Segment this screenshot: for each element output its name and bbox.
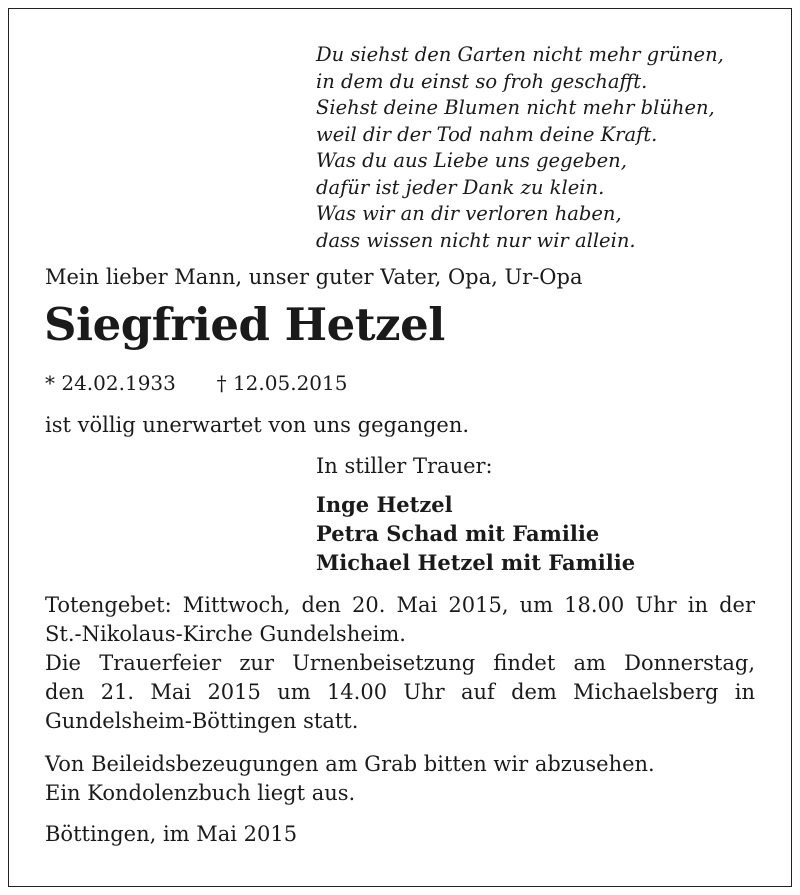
service-line: Die Trauerfeier zur Urnenbeisetzung findet am Donnerstag, (45, 651, 755, 675)
poem-line: dafür ist jeder Dank zu klein. (316, 175, 605, 199)
family-member: Inge Hetzel (316, 492, 453, 517)
service-line: Totengebet: Mittwoch, den 20. Mai 2015, um 18.00 Uhr in der (45, 593, 755, 617)
family-member: Petra Schad mit Familie (316, 521, 600, 546)
condolence-line: Ein Kondolenzbuch liegt aus. (45, 781, 356, 805)
poem-line: Du siehst den Garten nicht mehr grünen, (316, 43, 724, 66)
birth-date: * 24.02.1933 (45, 371, 176, 395)
service-line: St.-Nikolaus-Kirche Gundelsheim. (45, 622, 406, 646)
service-info (45, 591, 755, 736)
deceased-name: Siegfried Hetzel (44, 298, 445, 351)
place-date: Böttingen, im Mai 2015 (45, 822, 298, 846)
death-date: † 12.05.2015 (216, 371, 348, 395)
passing-text: ist völlig unerwartet von uns gegangen. (45, 413, 470, 437)
poem-line: dass wissen nicht nur wir allein. (316, 228, 636, 252)
poem-line: in dem du einst so froh geschafft. (316, 69, 648, 93)
service-line: den 21. Mai 2015 um 14.00 Uhr auf dem Michaelsberg in (45, 680, 755, 704)
poem-line: Was wir an dir verloren haben, (316, 202, 622, 225)
life-dates (45, 371, 347, 395)
poem-line: Was du aus Liebe uns gegeben, (316, 149, 627, 172)
service-line: Gundelsheim-Böttingen statt. (45, 709, 359, 733)
family-list (316, 490, 635, 577)
poem-line: Siehst deine Blumen nicht mehr blühen, (316, 96, 715, 119)
poem-line: weil dir der Tod nahm deine Kraft. (316, 122, 658, 146)
intro-line: Mein lieber Mann, unser guter Vater, Opa, Ur-Opa (45, 265, 583, 289)
family-member: Michael Hetzel mit Familie (316, 550, 636, 575)
mourning-label: In stiller Trauer: (316, 454, 493, 478)
condolence-info (45, 750, 755, 808)
memorial-poem (316, 42, 756, 254)
condolence-line: Von Beileidsbezeugungen am Grab bitten wir abzusehen. (45, 752, 655, 776)
